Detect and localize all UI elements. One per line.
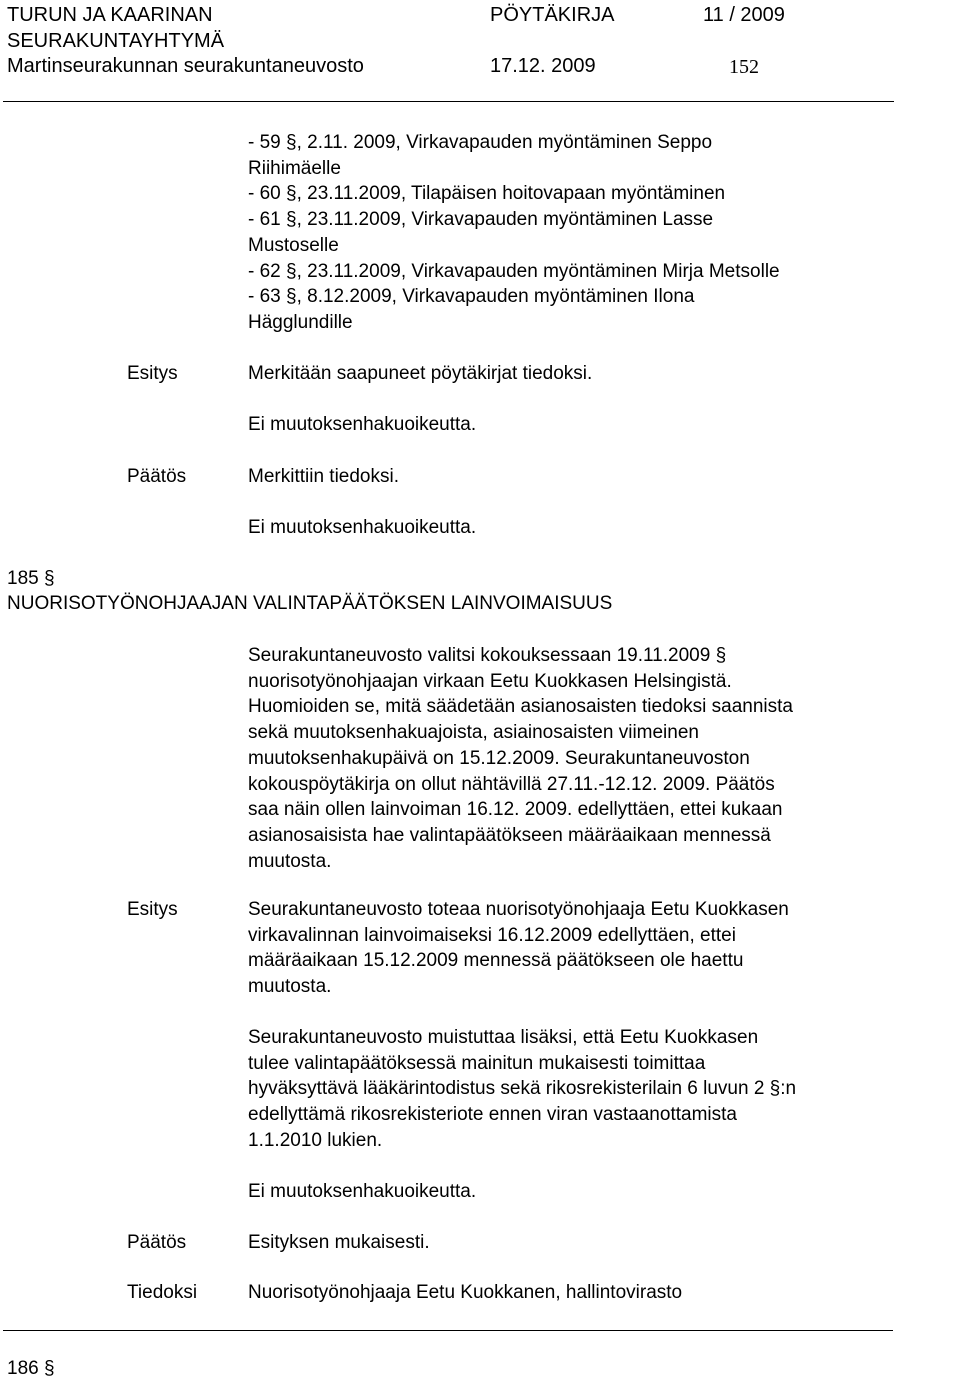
document-type: PÖYTÄKIRJA [490,4,615,26]
paragraph-line: Seurakuntaneuvosto toteaa nuorisotyönohjaaja Eetu Kuokkasen [248,899,789,920]
proposal-label: Esitys [127,899,178,920]
list-item: - 62 §, 23.11.2009, Virkavapauden myöntäminen Mirja Metsolle [248,260,780,282]
paragraph-line: muutosta. [248,850,332,872]
decision-label: Päätös [127,1232,187,1253]
header-divider [3,101,894,102]
list-item: Hägglundille [248,311,353,333]
paragraph-line: Huomioiden se, mitä säädetään asianosaisten tiedoksi saannista [248,696,793,718]
paragraph-line: tulee valintapäätöksessä mainitun mukaisesti toimittaa [248,1052,706,1074]
list-item: - 60 §, 23.11.2009, Tilapäisen hoitovapaan myöntäminen [248,183,726,205]
paragraph-line: nuorisotyönohjaajan virkaan Eetu Kuokkasen Helsingistä. [248,670,732,692]
section-intro [248,643,793,874]
reminder-text [248,1025,796,1154]
paragraph-line: sekä muutoksenhakuajoista, asiainosaisten viimeinen [248,722,699,744]
list-item: Riihimäelle [248,157,341,179]
notice-label: Tiedoksi [127,1282,198,1303]
proposal-text [248,897,789,1000]
section-number: 186 § [7,1358,55,1379]
appeal-note: Ei muutoksenhakuoikeutta. [248,1181,477,1202]
paragraph-line: kokouspöytäkirja on ollut nähtävillä 27.11.-12.12. 2009. Päätös [248,773,775,795]
paragraph-line: saa näin ollen lainvoiman 16.12. 2009. edellyttäen, ettei kukaan [248,799,783,821]
organization-name: TURUN JA KAARINAN [7,4,213,26]
paragraph-line: asianosaisista hae valintapäätökseen määräaikaan mennessä [248,824,771,846]
decision-text: Esityksen mukaisesti. [248,1232,430,1253]
proposal-label: Esitys [127,363,178,384]
list-item: - 61 §, 23.11.2009, Virkavapauden myöntäminen Lasse [248,209,714,231]
paragraph-line: Seurakuntaneuvosto muistuttaa lisäksi, että Eetu Kuokkasen [248,1027,759,1048]
paragraph-line: muutosta. [248,976,332,998]
meeting-date: 17.12. 2009 [490,55,596,77]
appeal-note: Ei muutoksenhakuoikeutta. [248,414,477,435]
decision-label: Päätös [127,466,187,487]
section-title: NUORISOTYÖNOHJAAJAN VALINTAPÄÄTÖKSEN LAINVOIMAISUUS [7,593,613,614]
paragraph-line: määräaikaan 15.12.2009 mennessä päätökseen ole haettu [248,950,744,972]
minutes-list [248,130,780,336]
paragraph-line: Seurakuntaneuvosto valitsi kokouksessaan 19.11.2009 § [248,645,727,666]
paragraph-line: hyväksyttävä lääkärintodistus sekä rikosrekisterilain 6 luvun 2 §:n [248,1078,797,1100]
section-divider [3,1330,893,1331]
document-number: 11 / 2009 [703,4,785,26]
page-number: 152 [729,56,759,78]
paragraph-line: muutoksenhakupäivä on 15.12.2009. Seurakuntaneuvoston [248,747,750,769]
section-number: 185 § [7,568,55,589]
notice-recipients: Nuorisotyönohjaaja Eetu Kuokkanen, hallintovirasto [248,1282,683,1303]
paragraph-line: virkavalinnan lainvoimaiseksi 16.12.2009 edellyttäen, ettei [248,924,736,946]
proposal-text: Merkitään saapuneet pöytäkirjat tiedoksi. [248,363,593,384]
appeal-note: Ei muutoksenhakuoikeutta. [248,517,477,538]
list-item: - 63 §, 8.12.2009, Virkavapauden myöntäminen Ilona [248,286,695,308]
organization-name-line2: SEURAKUNTAYHTYMÄ [7,30,225,52]
council-name: Martinseurakunnan seurakuntaneuvosto [7,55,364,77]
list-item: - 59 §, 2.11. 2009, Virkavapauden myöntäminen Seppo [248,132,713,153]
list-item: Mustoselle [248,234,339,256]
paragraph-line: edellyttämä rikosrekisteriote ennen viran vastaanottamista [248,1104,737,1126]
decision-text: Merkittiin tiedoksi. [248,466,399,487]
paragraph-line: 1.1.2010 lukien. [248,1129,383,1151]
